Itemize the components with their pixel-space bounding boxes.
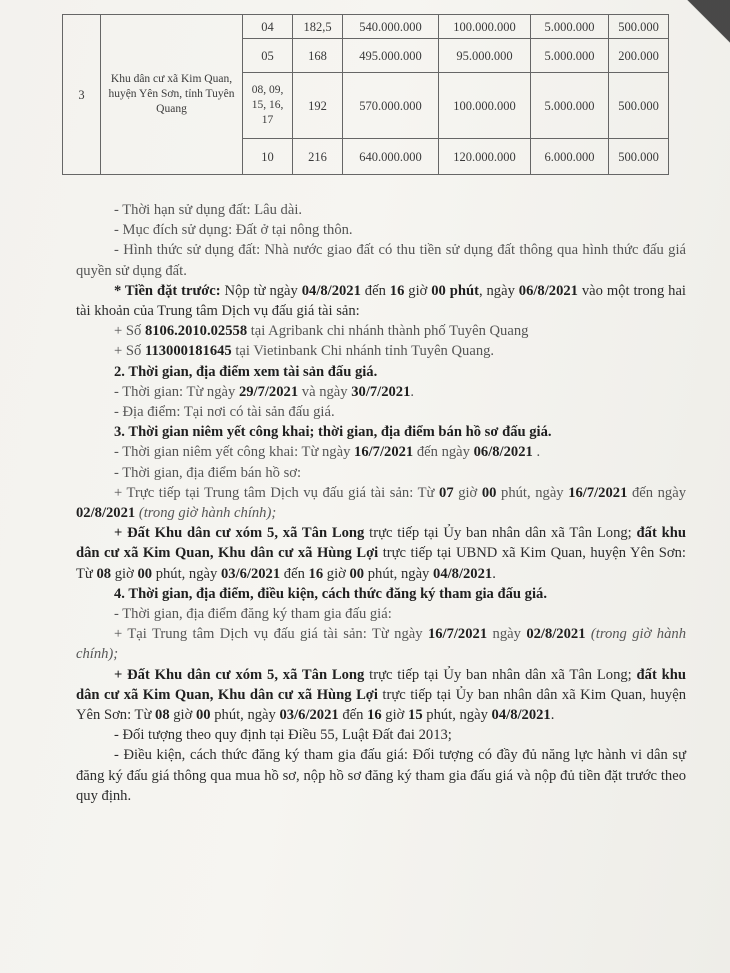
step-cell: 500.000 (609, 73, 669, 139)
account-agribank: + Số 8106.2010.02558 tại Agribank chi nhánh thành phố Tuyên Quang (114, 323, 529, 340)
viewing-place-line: - Địa điểm: Tại nơi có tài sản đấu giá. (114, 404, 335, 421)
eligible-subjects-line: - Đối tượng theo quy định tại Điều 55, Luật Đất đai 2013; (114, 727, 452, 744)
step-cell: 200.000 (609, 39, 669, 73)
fee-cell: 5.000.000 (531, 73, 609, 139)
row-number-cell: 3 (63, 15, 101, 175)
auction-lots-table (62, 14, 669, 175)
notice-body (76, 200, 686, 806)
conditions-line: - Điều kiện, cách thức đăng ký tham gia đấu giá: Đối tượng có đầy đủ năng lực hành vi dân sự đăng ký đấu giá thông qua mua hồ sơ, nộp hồ sơ đăng ký tham gia đấu giá và nộp đủ tiền đặt trước theo quy định. (76, 747, 686, 804)
step-cell: 500.000 (609, 15, 669, 39)
fee-cell: 6.000.000 (531, 139, 609, 175)
step-cell: 500.000 (609, 139, 669, 175)
area-cell: 216 (293, 139, 343, 175)
location-cell: Khu dân cư xã Kim Quan, huyện Yên Sơn, tỉnh Tuyên Quang (101, 15, 243, 175)
registration-at-center-line: + Tại Trung tâm Dịch vụ đấu giá tài sản: Từ ngày 16/7/2021 ngày 02/8/2021 (trong giờ hành chính); (76, 626, 686, 663)
start-price-cell: 570.000.000 (343, 73, 439, 139)
sale-at-commune-line: + Đất Khu dân cư xóm 5, xã Tân Long trực tiếp tại Ủy ban nhân dân xã Tân Long; đất khu dân cư xã Kim Quan, Khu dân cư xã Hùng Lợi trực tiếp tại UBND xã Kim Quan, huyện Yên Sơn: Từ 08 giờ 00 phút, ngày 03/6/2021 đến 16 giờ 00 phút, ngày 04/8/2021. (76, 525, 686, 582)
land-purpose-line: - Mục đích sử dụng: Đất ở tại nông thôn. (114, 222, 353, 239)
table-row (63, 15, 669, 39)
deposit-cell: 100.000.000 (439, 15, 531, 39)
page-corner-shadow (670, 0, 730, 60)
account-vietinbank: + Số 113000181645 tại Vietinbank Chi nhánh tỉnh Tuyên Quang. (114, 343, 495, 360)
registration-at-commune-line: + Đất Khu dân cư xóm 5, xã Tân Long trực tiếp tại Ủy ban nhân dân xã Tân Long; đất khu dân cư xã Kim Quan, Khu dân cư xã Hùng Lợi trực tiếp tại Ủy ban nhân dân xã Kim Quan, huyện Yên Sơn: Từ 08 giờ 00 phút, ngày 03/6/2021 đến 16 giờ 15 phút, ngày 04/8/2021. (76, 666, 686, 724)
land-term-line: - Thời hạn sử dụng đất: Lâu dài. (114, 202, 303, 218)
start-price-cell: 640.000.000 (343, 139, 439, 175)
deposit-paragraph: * Tiền đặt trước: Nộp từ ngày 04/8/2021 đến 16 giờ 00 phút, ngày 06/8/2021 vào một trong hai tài khoản của Trung tâm Dịch vụ đấu giá tài sản: (76, 282, 686, 320)
start-price-cell: 540.000.000 (343, 15, 439, 39)
deposit-cell: 95.000.000 (439, 39, 531, 73)
section-3-heading: 3. Thời gian niêm yết công khai; thời gian, địa điểm bán hồ sơ đấu giá. (114, 424, 552, 441)
posting-time-line: - Thời gian niêm yết công khai: Từ ngày 16/7/2021 đến ngày 06/8/2021 . (114, 444, 541, 461)
fee-cell: 5.000.000 (531, 15, 609, 39)
start-price-cell: 495.000.000 (343, 39, 439, 73)
section-2-heading: 2. Thời gian, địa điểm xem tài sản đấu giá. (114, 363, 378, 380)
lot-cell: 10 (243, 139, 293, 175)
lot-cell: 04 (243, 15, 293, 39)
section-4-heading: 4. Thời gian, địa điểm, điều kiện, cách thức đăng ký tham gia đấu giá. (114, 585, 547, 602)
sale-time-place-line: - Thời gian, địa điểm bán hồ sơ: (114, 464, 302, 481)
area-cell: 192 (293, 73, 343, 139)
deposit-cell: 100.000.000 (439, 73, 531, 139)
lot-cell: 05 (243, 39, 293, 73)
land-form-line: - Hình thức sử dụng đất: Nhà nước giao đất có thu tiền sử dụng đất thông qua hình thức đấu giá quyền sử dụng đất. (76, 242, 686, 279)
viewing-time-line: - Thời gian: Từ ngày 29/7/2021 và ngày 30/7/2021. (114, 383, 415, 400)
deposit-cell: 120.000.000 (439, 139, 531, 175)
area-cell: 168 (293, 39, 343, 73)
area-cell: 182,5 (293, 15, 343, 39)
lot-cell: 08, 09, 15, 16, 17 (243, 73, 293, 139)
sale-at-center-line: + Trực tiếp tại Trung tâm Dịch vụ đấu giá tài sản: Từ 07 giờ 00 phút, ngày 16/7/2021 đến ngày 02/8/2021 (trong giờ hành chính); (76, 484, 686, 522)
fee-cell: 5.000.000 (531, 39, 609, 73)
registration-time-place-line: - Thời gian, địa điểm đăng ký tham gia đấu giá: (114, 606, 392, 623)
